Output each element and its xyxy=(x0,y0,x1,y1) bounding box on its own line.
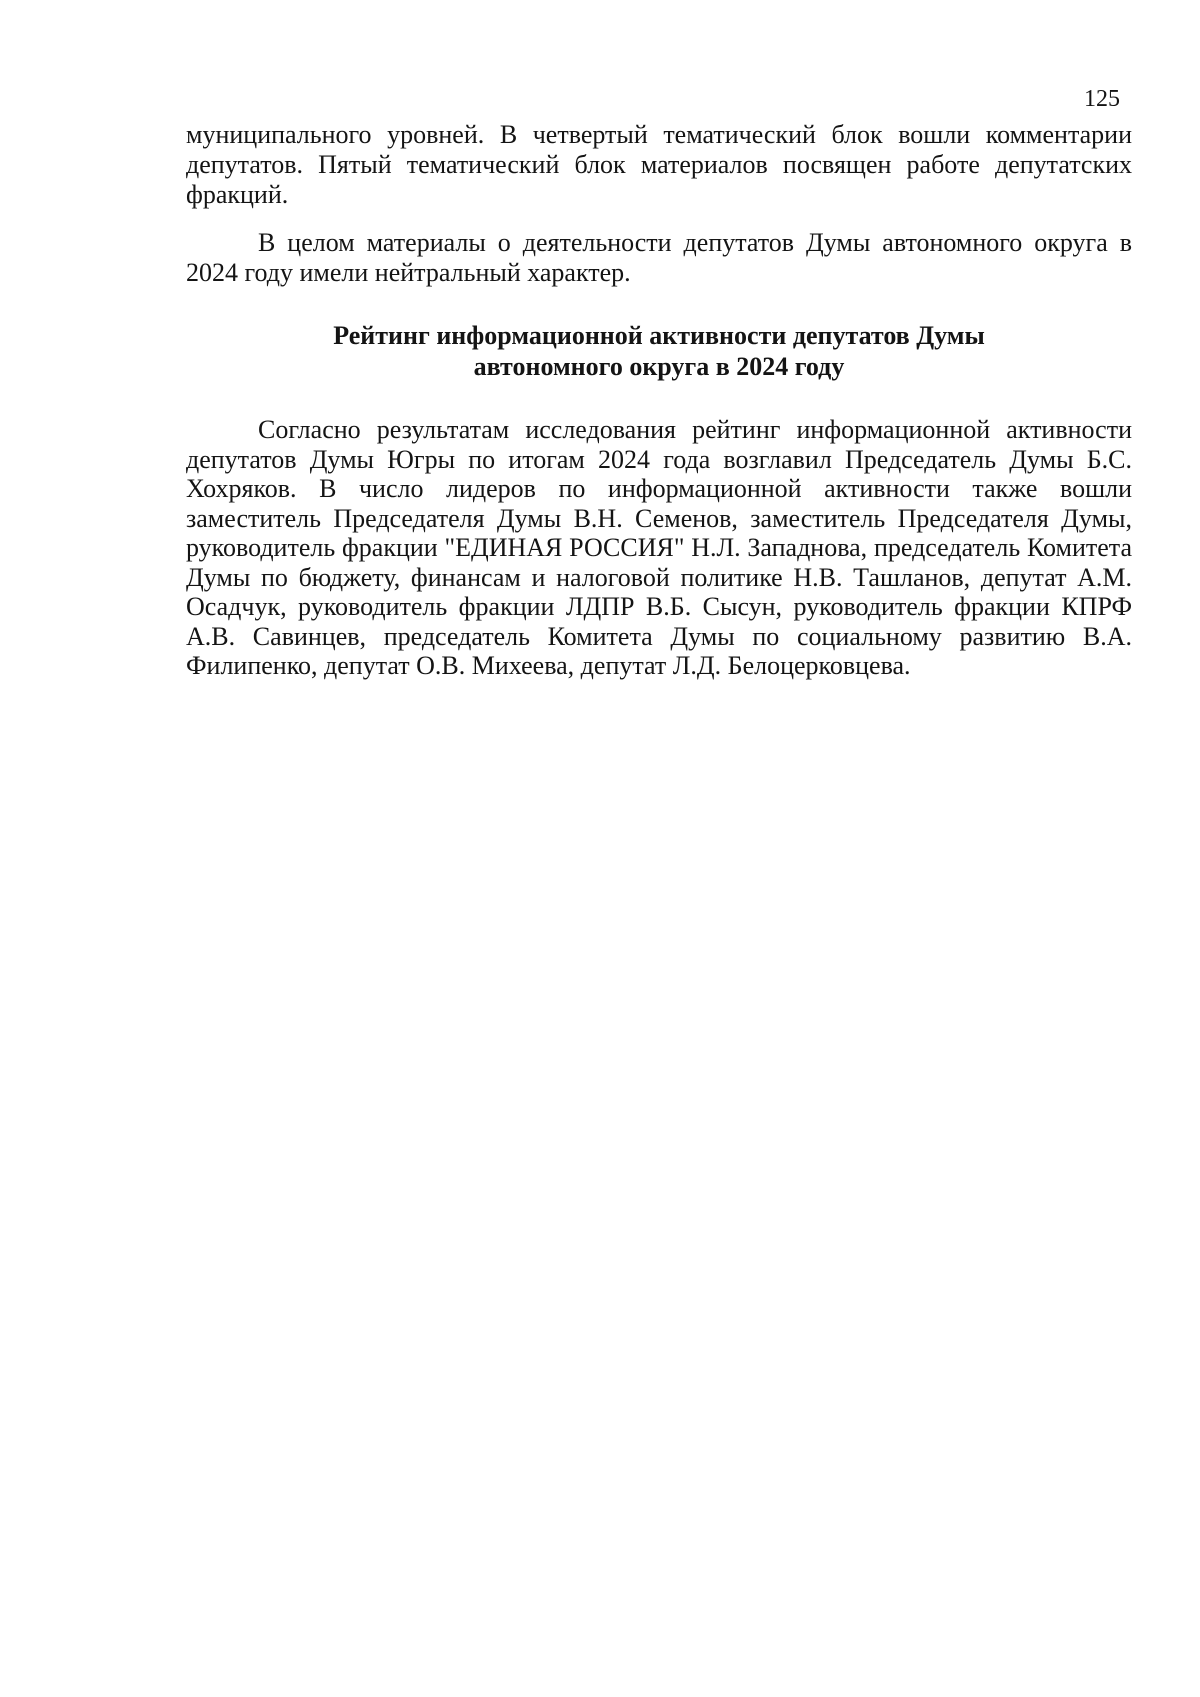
page-number: 125 xyxy=(1084,86,1120,112)
section-heading-line-2: автономного округа в 2024 году xyxy=(473,352,845,381)
section-heading xyxy=(186,320,1132,382)
section-heading-line-1: Рейтинг информационной активности депутатов Думы xyxy=(333,321,985,350)
paragraph-continuation: муниципального уровней. В четвертый тематический блок вошли комментарии депутатов. Пятый тематический блок материалов посвящен работе депутатских фракций. xyxy=(186,120,1132,209)
paragraph-rating: Согласно результатам исследования рейтинг информационной активности депутатов Думы Югры по итогам 2024 года возглавил Председатель Думы Б.С. Хохряков. В число лидеров по информационной активности также вошли заместитель Председателя Думы В.Н. Семенов, заместитель Председателя Думы, руководитель фракции "ЕДИНАЯ РОССИЯ" Н.Л. Западнова, председатель Комитета Думы по бюджету, финансам и налоговой политике Н.В. Ташланов, депутат А.М. Осадчук, руководитель фракции ЛДПР В.Б. Сысун, руководитель фракции КПРФ А.В. Савинцев, председатель Комитета Думы по социальному развитию В.А. Филипенко, депутат О.В. Михеева, депутат Л.Д. Белоцерковцева. xyxy=(186,415,1132,680)
paragraph-summary: В целом материалы о деятельности депутатов Думы автономного округа в 2024 году имели нейтральный характер. xyxy=(186,228,1132,287)
